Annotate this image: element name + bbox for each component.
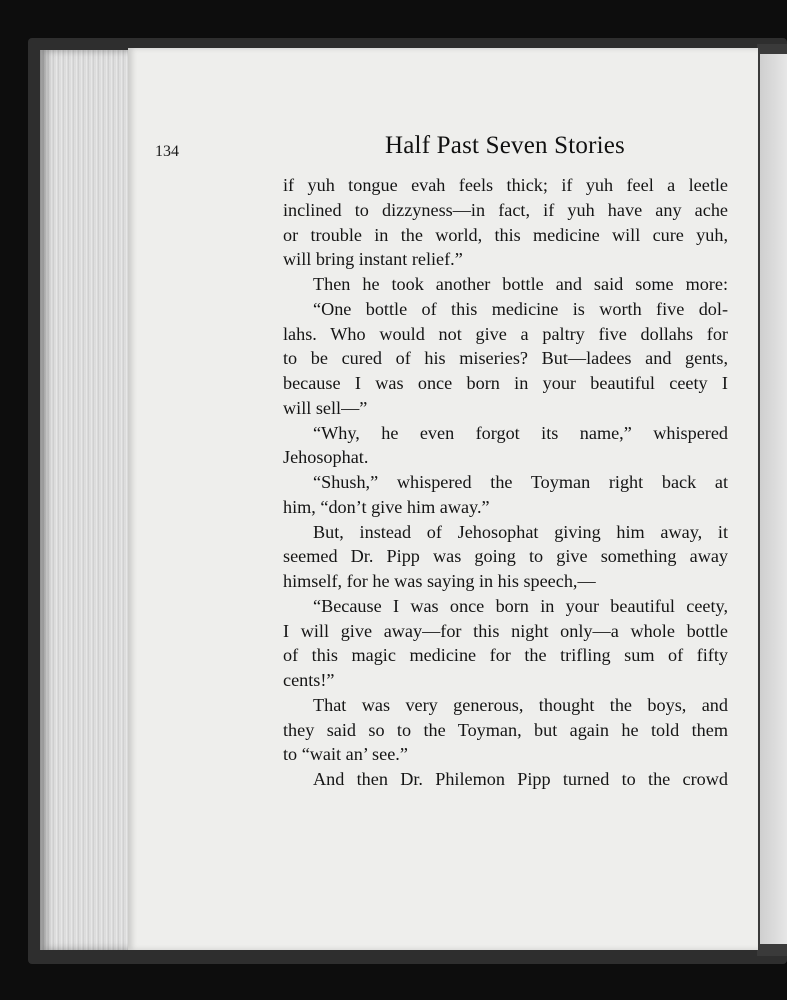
text-line: of this magic medicine for the trifling sum of fifty [283,645,728,666]
text-line: “Shush,” whispered the Toyman right back at [313,472,728,492]
text-line: And then Dr. Philemon Pipp turned to the crowd [313,769,728,789]
text-line: “Because I was once born in your beautiful ceety, [313,595,728,616]
text-line: But, instead of Jehosophat giving him away, it [313,521,728,542]
text-line: if yuh tongue evah feels thick; if yuh feel a leetle [283,175,728,195]
text-line: cents!” [283,670,335,690]
text-line: because I was once born in your beautiful ceety I [283,373,728,393]
text-line: lahs. Who would not give a paltry five dollahs for [283,323,728,344]
text-line: seemed Dr. Pipp was going to give something away [283,546,728,567]
text-line: inclined to dizzyness—in fact, if yuh have any ache [283,199,728,220]
text-line: they said so to the Toyman, but again he told them [283,719,728,740]
text-line: I will give away—for this night only—a whole bottle [283,620,728,641]
text-line: “Why, he even forgot its name,” whispered [313,422,728,443]
text-line: Then he took another bottle and said some more: [313,274,728,294]
text-line: to “wait an’ see.” [283,744,408,765]
text-line: will sell—” [283,397,368,418]
text-line: That was very generous, thought the boys, and [313,694,728,715]
text-line: him, “don’t give him away.” [283,496,490,517]
text-line: to be cured of his miseries? But—ladees and gents, [283,348,728,369]
body-text [283,173,728,792]
text-line: will bring instant relief.” [283,249,463,270]
text-line: himself, for he was saying in his speech,— [283,571,596,591]
page-stack-edge [40,50,132,950]
facing-page-edge [760,54,787,944]
text-line: or trouble in the world, this medicine will cure yuh, [283,224,728,245]
text-line: Jehosophat. [283,447,369,468]
running-title: Half Past Seven Stories [385,132,625,159]
text-line: “One bottle of this medicine is worth five dol- [313,298,728,319]
page-header [155,128,730,168]
page-number: 134 [155,143,179,160]
